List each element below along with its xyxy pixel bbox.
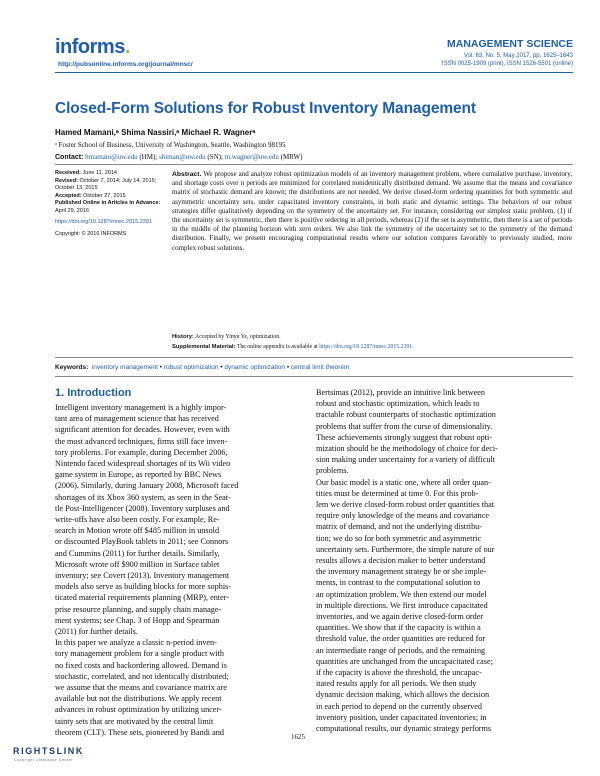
body-text-line: Microsoft wrote off $900 million in Surface tablet bbox=[55, 559, 220, 569]
article-history bbox=[55, 170, 165, 238]
body-text-line: Bertsimas (2012), provide an intuitive link between bbox=[316, 388, 485, 397]
body-text-line: require only knowledge of the means and covariance bbox=[316, 511, 490, 521]
body-text-line: significant attention for decades. However, even with bbox=[55, 425, 230, 435]
author-affiliation: ᵃ Foster School of Business, University of Washington, Seattle, Washington 98195 bbox=[55, 141, 286, 149]
supplemental-text: The online appendix is available at bbox=[235, 344, 320, 350]
body-text-line: These achievements strongly suggest that robust opti- bbox=[316, 432, 492, 442]
body-text-line: models also serve as building blocks for more sophis- bbox=[55, 582, 232, 592]
body-text-line: inventory position, under capacitated inventories; in bbox=[316, 712, 487, 722]
abstract bbox=[172, 170, 572, 253]
page-number: 1625 bbox=[291, 733, 305, 741]
body-text-line: tory management problem for a single product with bbox=[55, 649, 224, 659]
editor-history bbox=[172, 334, 281, 340]
body-text-line: ticated material requirements planning (MRP), enter- bbox=[55, 593, 229, 603]
keyword-link[interactable]: robust optimization bbox=[163, 364, 219, 371]
body-text-line: inventories, and we again derive closed-form order bbox=[316, 612, 484, 622]
received-label: Received: bbox=[55, 170, 81, 176]
accepted-label: Accepted: bbox=[55, 192, 82, 199]
body-text-line: threshold value, the order quantities are reduced for bbox=[316, 634, 486, 644]
body-column-left bbox=[55, 402, 300, 738]
doi-link[interactable]: https://doi.org/10.1287/mnsc.2015.2391 bbox=[55, 219, 152, 225]
contact-initials-hm: (HM); bbox=[137, 153, 159, 161]
body-text-line: Our basic model is a static one, where all order quan- bbox=[316, 477, 491, 487]
body-text-line: game system in Europe, as reported by BBC News bbox=[55, 470, 222, 480]
body-text-line: inventory; see Covert (2013). Inventory management bbox=[55, 571, 230, 581]
body-text-line: (2006). Similarly, during January 2008, Microsoft faced bbox=[55, 481, 239, 491]
body-text-line: shortages of its Xbox 360 system, as seen in the Seat- bbox=[55, 492, 231, 502]
supplemental-label: Supplemental Material: bbox=[172, 344, 236, 350]
rightslink-tagline: Copyright Clearance Center bbox=[14, 758, 73, 762]
keyword-link[interactable]: central limit theorem bbox=[290, 364, 350, 371]
history-label: History: bbox=[172, 334, 194, 340]
body-text-line: tainty sets that are motivated by the central limit bbox=[55, 716, 214, 726]
body-text-line: available but not the distributions. We apply recent bbox=[55, 694, 222, 704]
abstract-label: Abstract. bbox=[172, 171, 202, 178]
keyword-link[interactable]: inventory management bbox=[91, 364, 158, 371]
supplemental-link[interactable]: https://doi.org/10.1287/mnsc.2015.2391 bbox=[319, 344, 413, 350]
email-link-hm[interactable]: hmamani@uw.edu bbox=[85, 153, 138, 161]
body-text-line: in multiple directions. We first introduce capacitated bbox=[316, 600, 488, 610]
body-text-line: an intermediate range of periods, and the remaining bbox=[316, 645, 486, 655]
revised-dates: October 7, 2014; July 14, 2015; bbox=[77, 177, 157, 184]
keywords-divider-bottom bbox=[55, 376, 573, 377]
abstract-text: We propose and analyze robust optimization models of an inventory management problem, where cumulative purchase, inventory, and shortage costs over n periods are minimized for correlated nonidentically distributed demand. We assume that the means and covariance matrix of stochastic demand are known; the distributions are not needed. We derive closed-form ordering quantities for both symmetric and asymmetric uncertainty sets, under capacitated inventory constraints, in both static and dynamic settings. The behaviors of our robust strategies differ qualitatively depending on the symmetry of the uncertainty set. For instance, considering our simplest static problem, (1) if the uncertainty set is symmetric, then there is positive ordering in all periods, whereas (2) if the set is asymmetric, then there is a set of periods in the middle of the planning horizon with zero orders. We also link the symmetry of the uncertainty set to the symmetry of the demand distribution. Finally, we present encouraging computational results where our solution compares favorably to previously studied, more complex robust solutions. bbox=[172, 170, 572, 252]
keyword-link[interactable]: dynamic optimization bbox=[224, 364, 286, 371]
body-text-line: and Cummins (2011) for further details. Similarly, bbox=[55, 548, 220, 558]
body-text-line: In this paper we analyze a classic n-period inven- bbox=[55, 638, 217, 648]
received-date: June 11, 2014 bbox=[81, 170, 117, 176]
history-text: Accepted by Yinyu Ye, optimization. bbox=[193, 334, 281, 340]
body-text-line: if the capacity is above the threshold, the uncapac- bbox=[316, 668, 482, 678]
journal-url-link[interactable]: http://pubsonline.informs.org/journal/mnsc/ bbox=[58, 61, 193, 68]
body-text-line: problems that suffer from the curse of dimensionality. bbox=[316, 421, 493, 431]
keyword-separator: • bbox=[285, 364, 291, 371]
body-text-line: write-offs have also been costly. For example, Re- bbox=[55, 515, 220, 525]
journal-name: MANAGEMENT SCIENCE bbox=[446, 38, 573, 50]
body-text-line: the inventory management strategy he or she imple- bbox=[316, 567, 487, 577]
body-text-line: the most advanced techniques, firms still face inven- bbox=[55, 436, 228, 446]
body-text-line: uncertainty sets. Furthermore, the simple nature of our bbox=[316, 544, 495, 554]
body-text-line: matrix of demand, and not the underlying distribu- bbox=[316, 522, 482, 532]
section-heading-introduction: 1. Introduction bbox=[55, 387, 132, 399]
accepted-date: October 27, 2015 bbox=[81, 192, 126, 199]
email-link-mrw[interactable]: m.wagner@uw.edu bbox=[224, 153, 279, 161]
header-divider bbox=[55, 72, 573, 73]
contact-label: Contact: bbox=[55, 154, 84, 161]
keywords-divider-top bbox=[55, 357, 573, 358]
body-text-line: Nintendo faced widespread shortages of its Wii video bbox=[55, 459, 231, 469]
body-text-line: robust and stochastic optimization, which leads to bbox=[316, 399, 480, 409]
body-text-line: (2011) for further details. bbox=[55, 627, 138, 637]
informs-logo[interactable] bbox=[55, 36, 130, 59]
body-text-line: advances in robust optimization by utilizing uncer- bbox=[55, 705, 222, 715]
body-text-line: theorem (CLT). These sets, pioneered by Bandi and bbox=[55, 727, 224, 737]
article-title: Closed-Form Solutions for Robust Inventory Management bbox=[55, 100, 476, 117]
published-date: April 29, 2016 bbox=[55, 207, 89, 214]
body-text-line: problems. bbox=[316, 466, 349, 476]
email-link-sn[interactable]: shiman@uw.edu bbox=[158, 153, 206, 161]
logo-text: informs bbox=[55, 36, 125, 58]
body-text-line: quantities are unchanged from the uncapacitated case; bbox=[316, 656, 493, 666]
author-list: Hamed Mamani,ᵃ Shima Nassiri,ᵃ Michael R. Wagnerᵃ bbox=[55, 128, 256, 137]
body-text-line: an optimization problem. We then extend our model bbox=[316, 589, 487, 599]
revised-label: Revised: bbox=[55, 177, 78, 184]
contact-line bbox=[55, 153, 302, 161]
rightslink-logo[interactable]: RIGHTSLINK bbox=[13, 746, 84, 756]
body-text-line: tant area of management science that has received bbox=[55, 414, 219, 424]
body-text-line: ments, in contrast to the computational solution to bbox=[316, 578, 481, 588]
body-text-line: prise resource planning, and supply chain manage- bbox=[55, 604, 222, 614]
affiliation-divider bbox=[55, 164, 573, 165]
body-text-line: we assume that the means and covariance matrix are bbox=[55, 683, 227, 693]
published-label: Published Online in Articles in Advance: bbox=[55, 200, 161, 206]
body-text-line: tities must be determined at time 0. For this prob- bbox=[316, 488, 479, 498]
body-text-line: tractable robust counterparts of stochastic optimization bbox=[316, 410, 496, 420]
body-text-line: no fixed costs and backordering allowed. Demand is bbox=[55, 660, 227, 670]
body-text-line: or discounted PlayBook tablets in 2011; see Connors bbox=[55, 537, 229, 547]
body-text-line: dynamic decision making, which allows the decision bbox=[316, 690, 490, 700]
revised-dates-cont: October 13, 2015 bbox=[55, 185, 98, 191]
body-text-line: stochastic, correlated, and not identically distributed; bbox=[55, 671, 229, 681]
logo-dot: . bbox=[124, 36, 130, 58]
journal-volume: Vol. 63, No. 5, May 2017, pp. 1625–1643 bbox=[463, 53, 573, 59]
body-text-line: tion; we do so for both symmetric and asymmetric bbox=[316, 533, 482, 543]
body-text-line: quantities. We show that if the capacity is within a bbox=[316, 623, 481, 633]
journal-issn: ISSN 0025-1909 (print), ISSN 1526-5501 (online) bbox=[441, 61, 573, 67]
keyword-separator: • bbox=[218, 364, 225, 371]
body-text-line: itated results apply for all periods. We then study bbox=[316, 679, 477, 689]
body-text-line: computational results, our dynamic strategy performs bbox=[316, 724, 492, 734]
body-text-line: lem we derive closed-form robust order quantities that bbox=[316, 500, 495, 510]
body-text-line: sion making under uncertainty for a variety of difficult bbox=[316, 455, 496, 465]
contact-initials-sn: (SN); bbox=[205, 153, 225, 161]
body-text-line: Intelligent inventory management is a highly impor- bbox=[55, 403, 227, 412]
body-text-line: tory problems. For example, during December 2006, bbox=[55, 447, 228, 457]
supplemental-material bbox=[172, 344, 414, 350]
copyright-notice: Copyright: © 2016 INFORMS bbox=[55, 230, 127, 237]
body-text-line: results allows a decision maker to better understand bbox=[316, 556, 486, 566]
body-text-line: mization should be the methodology of choice for deci- bbox=[316, 444, 498, 454]
body-column-right bbox=[316, 387, 574, 734]
contact-initials-mrw: (MRW) bbox=[278, 153, 303, 161]
keywords-line bbox=[55, 364, 349, 371]
body-text-line: search in Motion wrote off $485 million in unsold bbox=[55, 526, 220, 536]
body-text-line: tle Post-Intelligencer (2008). Inventory surpluses and bbox=[55, 503, 230, 513]
keyword-separator: • bbox=[157, 364, 164, 371]
body-text-line: ment systems; see Chap. 3 of Hopp and Spearman bbox=[55, 615, 220, 625]
keywords-label: Keywords: bbox=[55, 364, 89, 371]
supplemental-end: . bbox=[412, 344, 414, 350]
body-text-line: in each period to depend on the currently observed bbox=[316, 701, 482, 711]
